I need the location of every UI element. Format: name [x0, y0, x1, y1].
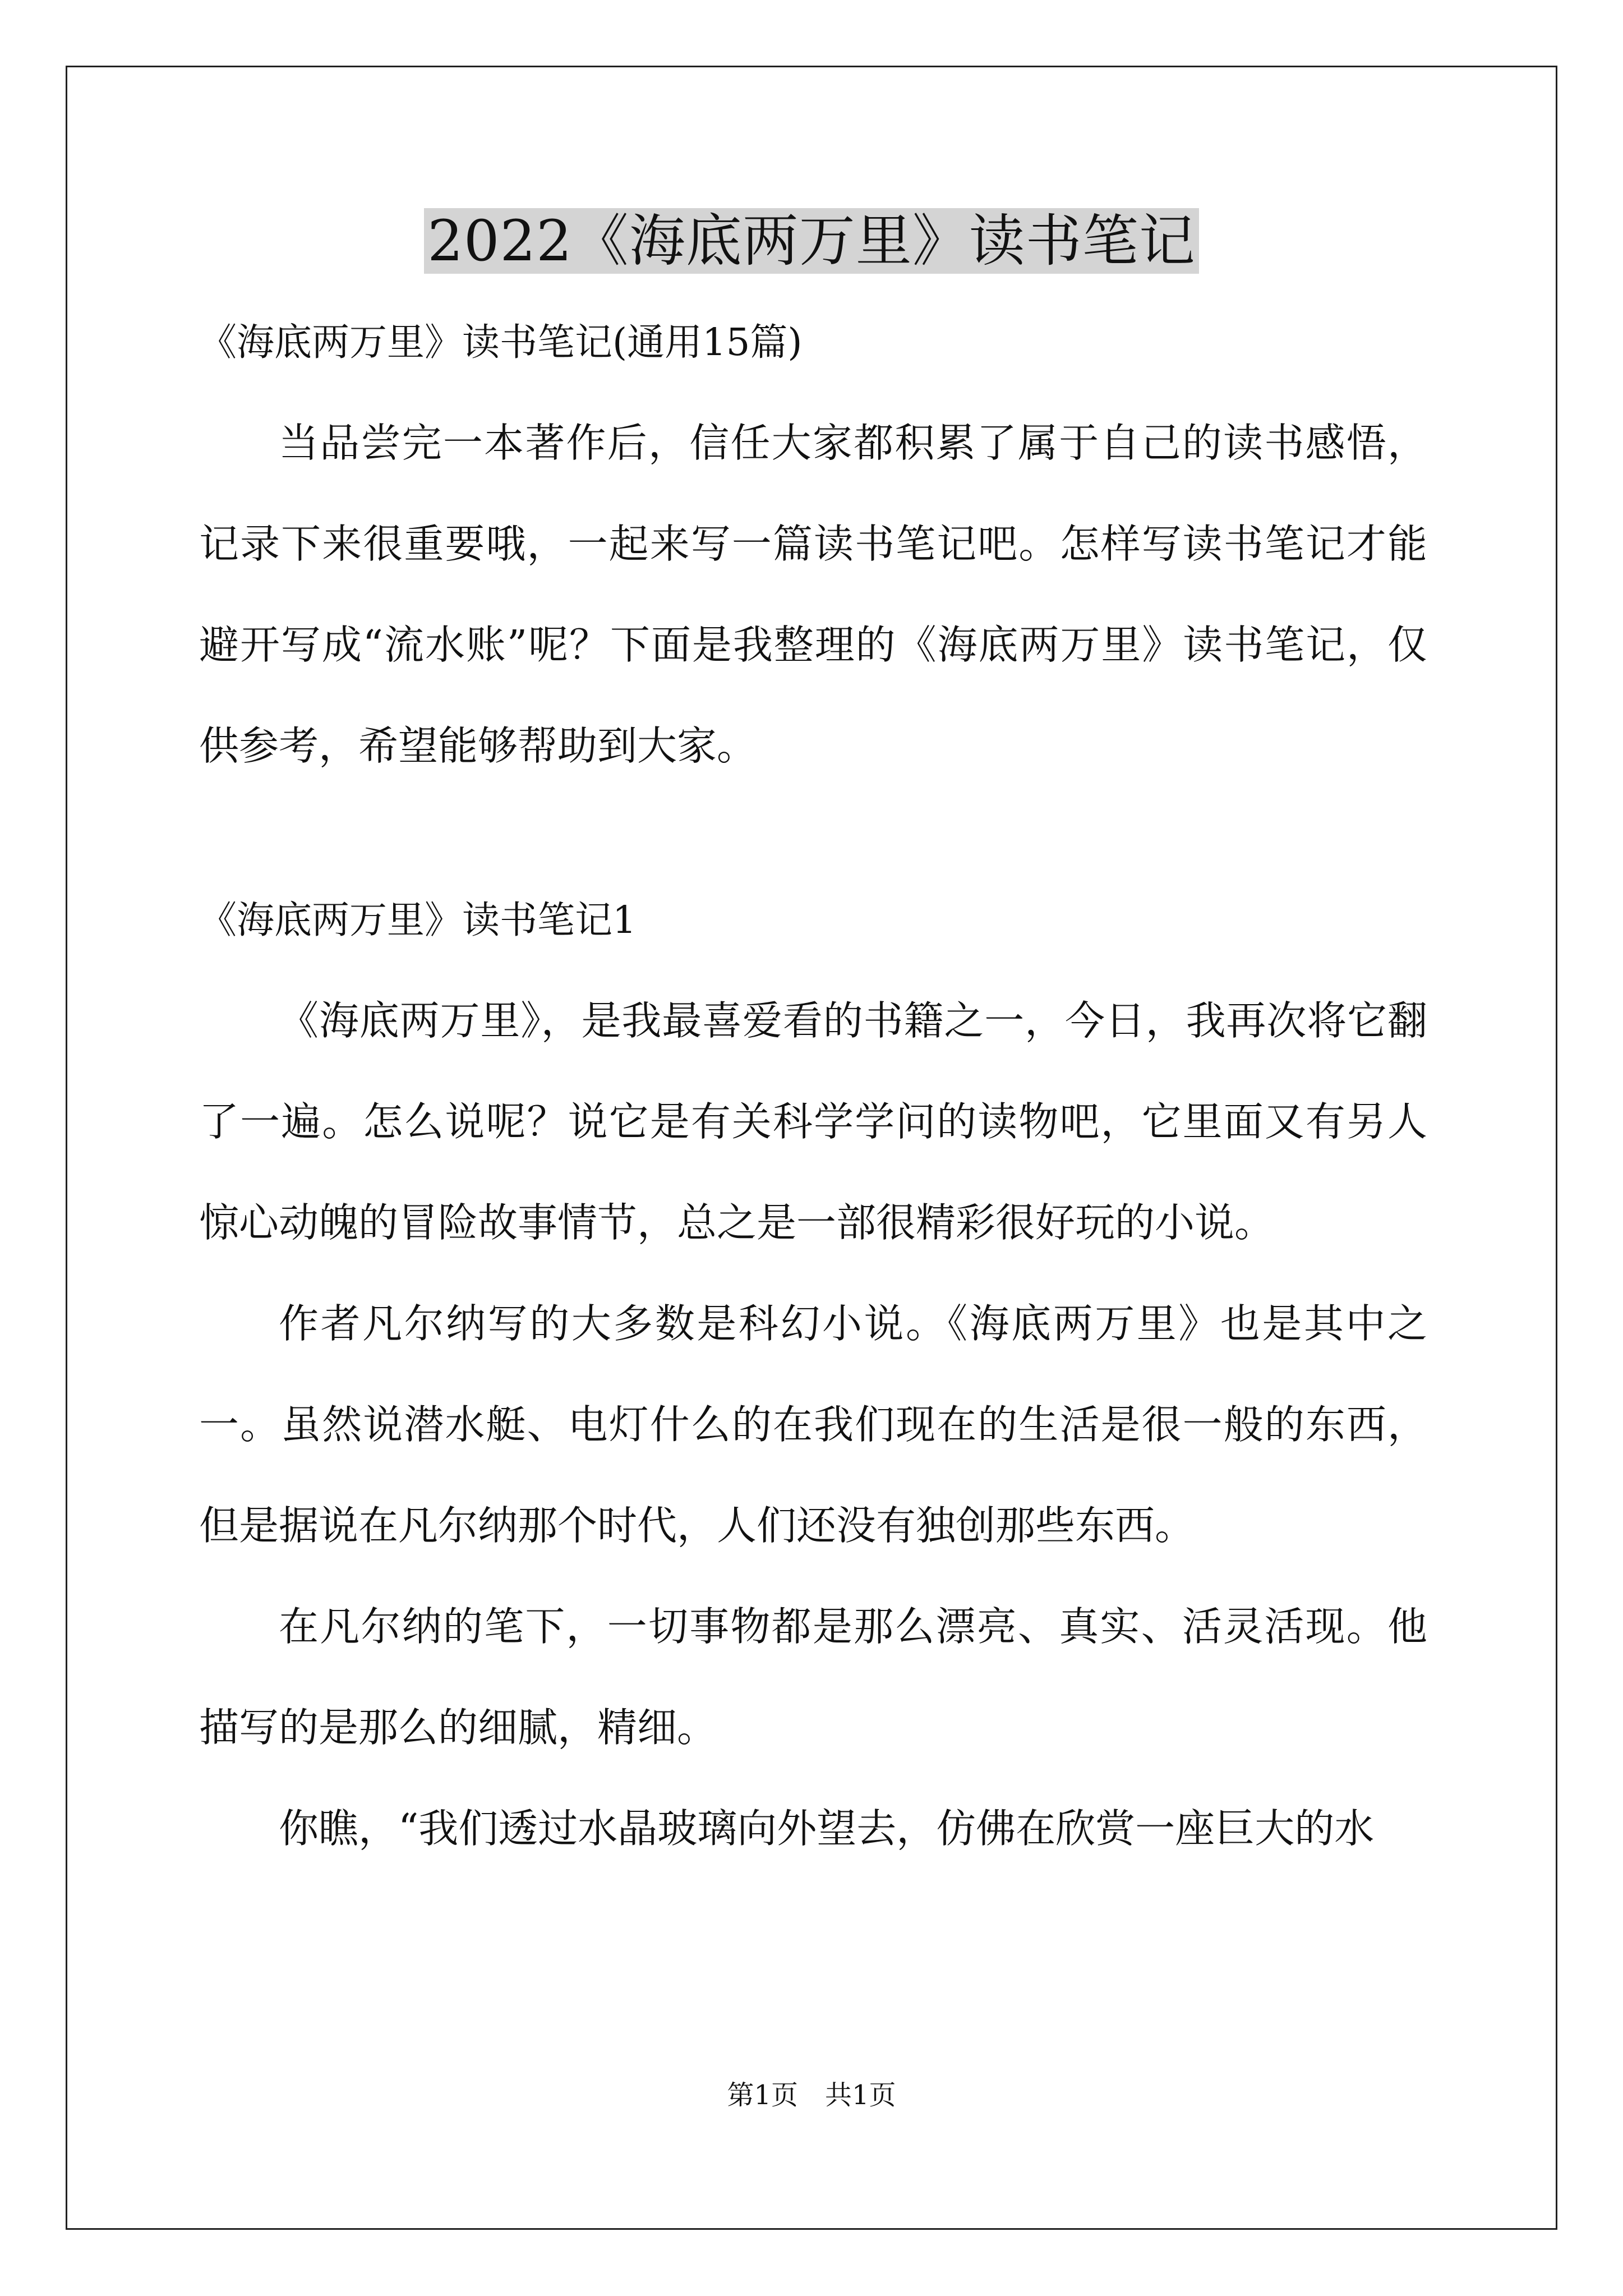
section-heading: 《海底两万里》读书笔记1 — [199, 898, 637, 942]
document-title-text: 2022《海底两万里》读书笔记 — [424, 208, 1199, 274]
document-title — [0, 199, 1623, 283]
document-subtitle: 《海底两万里》读书笔记(通用15篇) — [199, 320, 803, 364]
page-footer: 第1页 共1页 — [727, 2079, 896, 2111]
body-paragraph: 在凡尔纳的笔下，一切事物都是那么漂亮、真实、活灵活现。他描写的是那么的细腻，精细。 — [199, 1603, 1427, 1751]
body-paragraph: 你瞧，“我们透过水晶玻璃向外望去，仿佛在欣赏一座巨大的水 — [279, 1805, 1375, 1852]
intro-paragraph: 当品尝完一本著作后，信任大家都积累了属于自己的读书感悟，记录下来很重要哦，一起来写一篇读书笔记吧。怎样写读书笔记才能避开写成“流水账”呢？下面是我整理的《海底两万里》读书笔记，仅供参考，希望能够帮助到大家。 — [199, 420, 1427, 769]
body-paragraph: 《海底两万里》，是我最喜爱看的书籍之一，今日，我再次将它翻了一遍。怎么说呢？说它是有关科学学问的读物吧，它里面又有另人惊心动魄的冒险故事情节，总之是一部很精彩很好玩的小说。 — [199, 997, 1427, 1246]
document-body — [199, 314, 1427, 1879]
body-paragraph: 作者凡尔纳写的大多数是科幻小说。《海底两万里》也是其中之一。虽然说潜水艇、电灯什么的在我们现在的生活是很一般的东西，但是据说在凡尔纳那个时代，人们还没有独创那些东西。 — [199, 1300, 1427, 1549]
